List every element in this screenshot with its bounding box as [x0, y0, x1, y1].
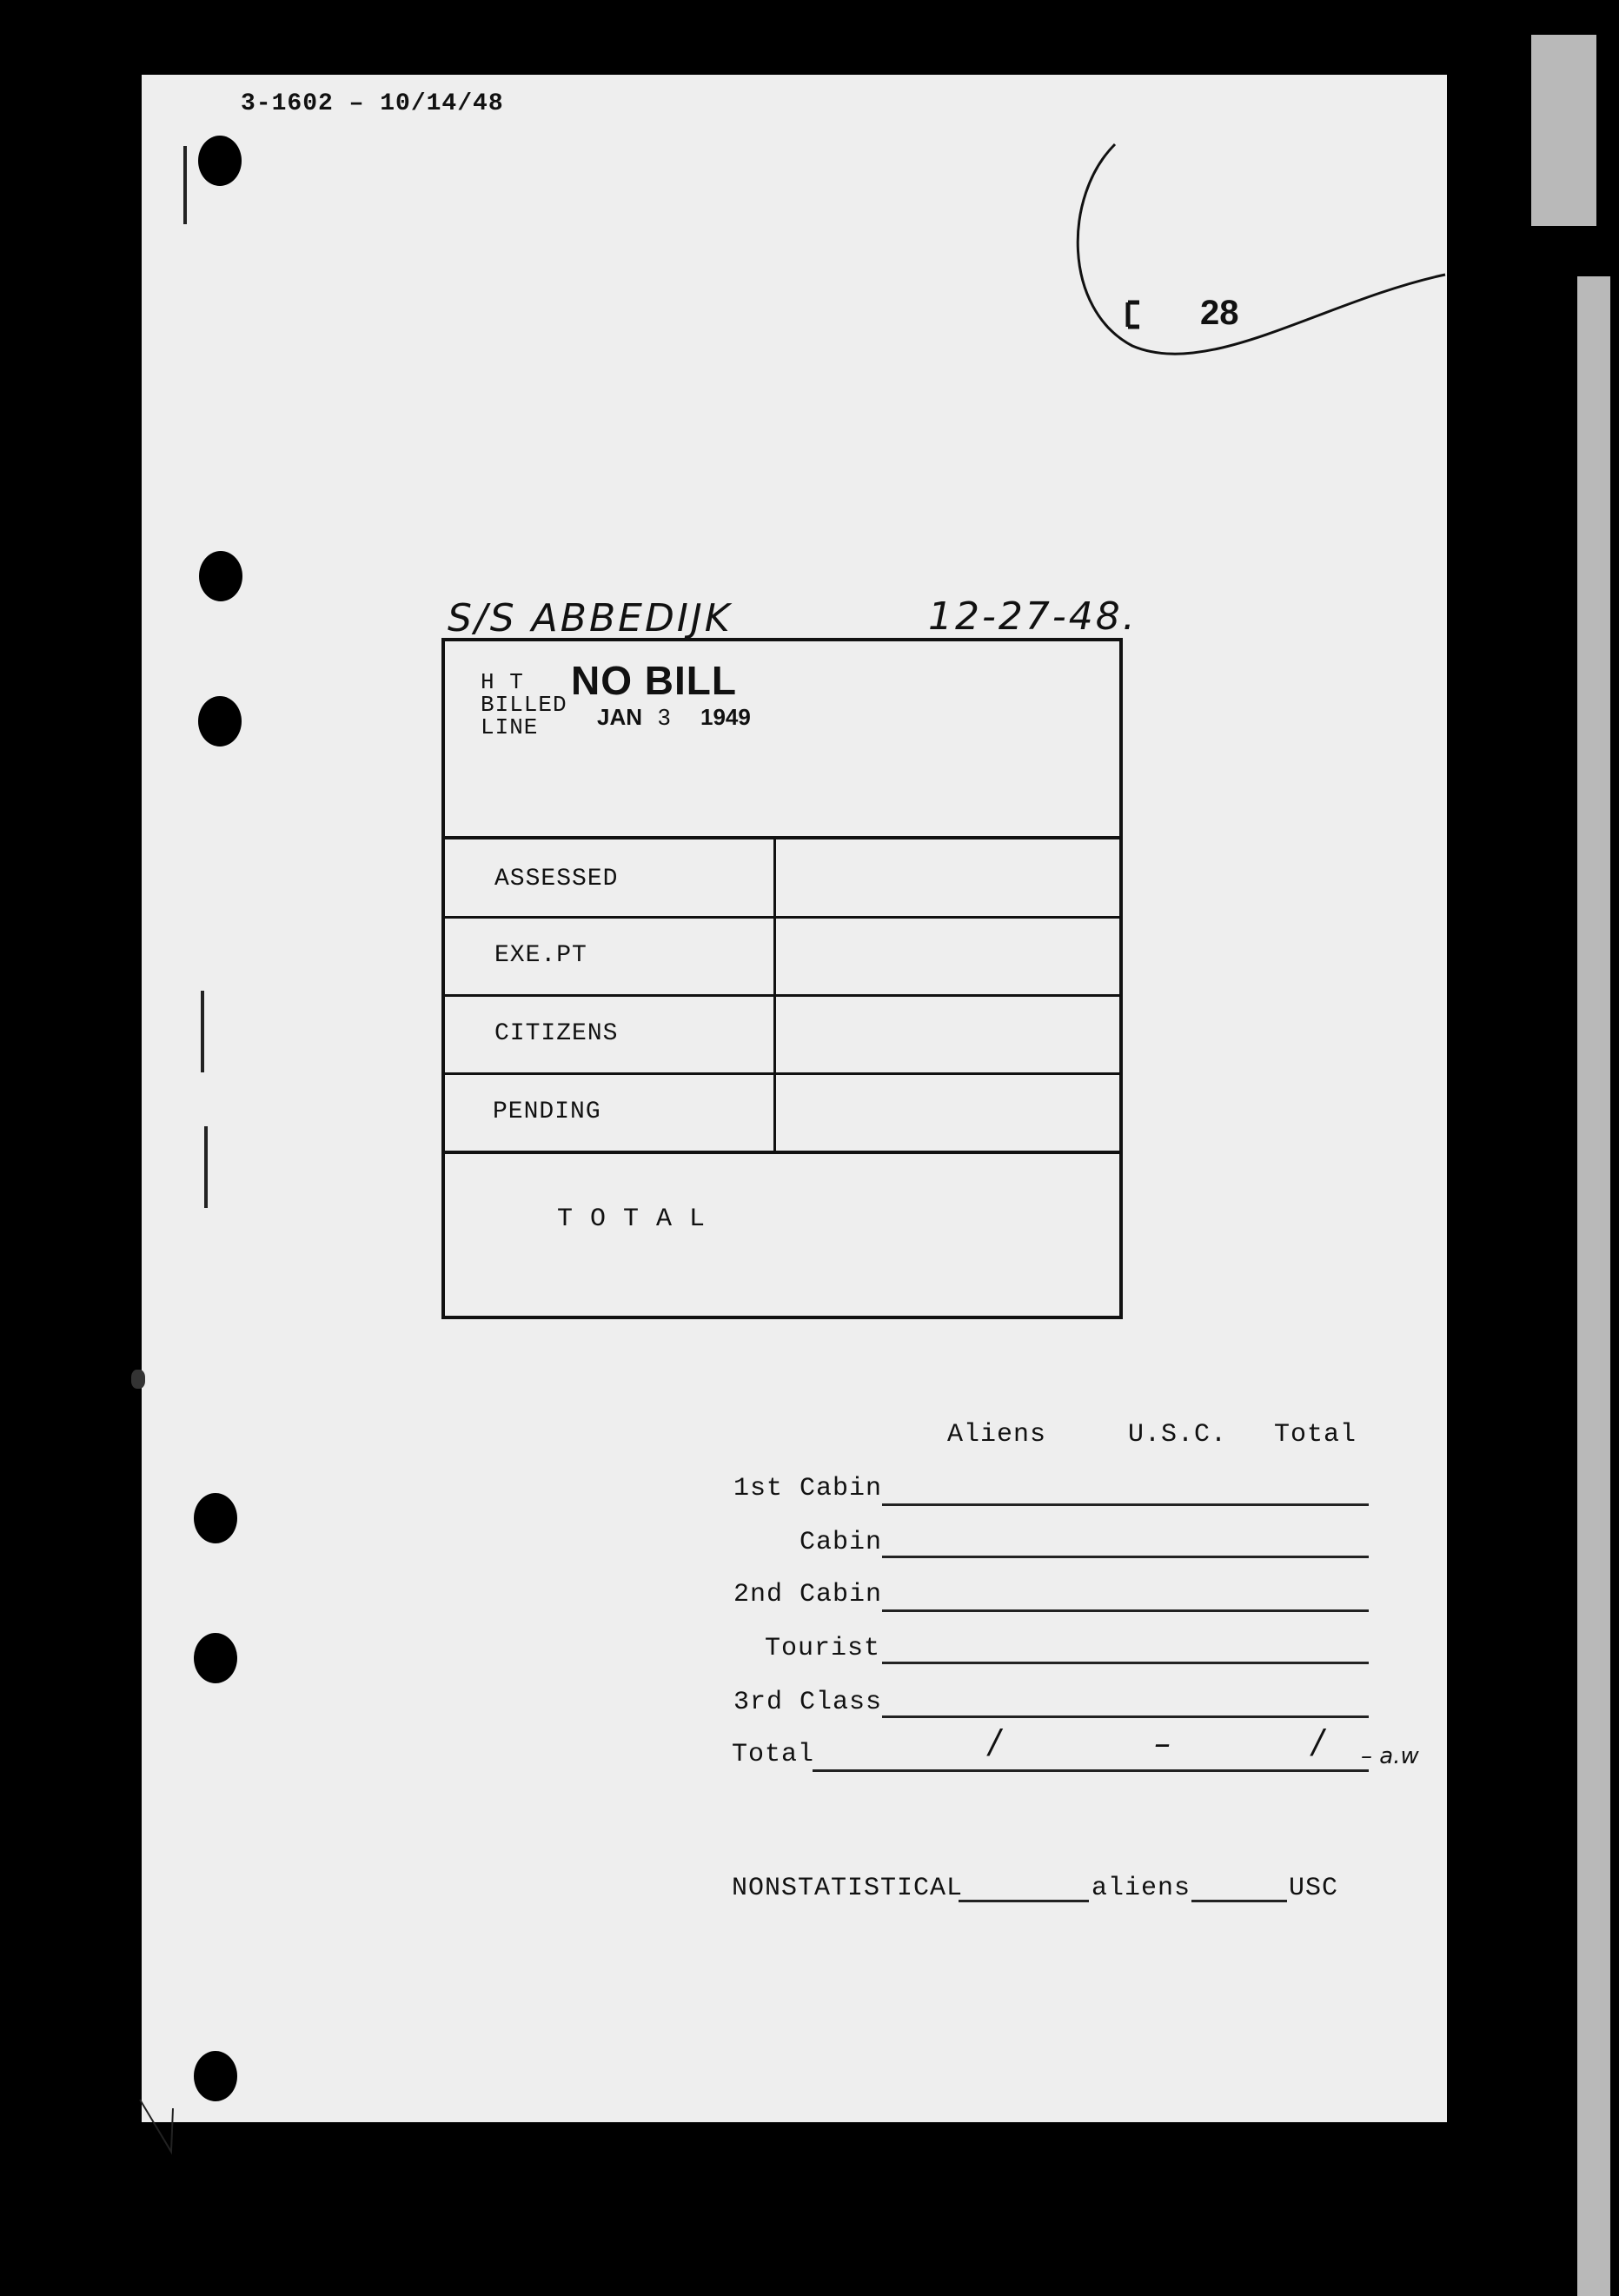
box-divider	[443, 916, 1121, 919]
total-mark-usc: –	[1154, 1724, 1173, 1762]
punch-hole	[194, 1493, 237, 1543]
stamp-day: 3	[658, 704, 671, 730]
box-divider	[443, 1072, 1121, 1075]
form-number: 3-1602 – 10/14/48	[241, 90, 504, 117]
line-label-ht: H T	[481, 669, 524, 695]
scan-edge-strip-top	[1531, 35, 1596, 226]
total-mark-aliens: /	[989, 1722, 1003, 1761]
nonstat-label: NONSTATISTICAL	[732, 1874, 964, 1903]
nonstat-aliens-label: aliens	[1091, 1874, 1191, 1903]
margin-note: – a.w	[1361, 1743, 1419, 1769]
col-header-aliens: Aliens	[947, 1420, 1047, 1450]
margin-mark	[131, 1370, 145, 1389]
box-divider	[443, 994, 1121, 997]
page-number: 28	[1200, 294, 1239, 332]
box-divider	[443, 1151, 1121, 1154]
box-column-divider	[773, 838, 776, 1152]
col-header-usc: U.S.C.	[1128, 1420, 1228, 1450]
class-row-label: Cabin	[800, 1528, 883, 1557]
total-label: T O T A L	[557, 1204, 707, 1234]
document-page	[142, 75, 1447, 2122]
margin-mark	[201, 991, 204, 1072]
voyage-date: 12-27-48.	[928, 594, 1138, 639]
line-label-line: LINE	[481, 714, 539, 740]
row-citizens: CITIZENS	[494, 1020, 619, 1047]
row-assessed: ASSESSED	[494, 866, 619, 893]
class-row-label: 2nd Cabin	[733, 1580, 883, 1609]
class-row-line	[882, 1556, 1369, 1558]
nonstat-aliens-line	[959, 1900, 1089, 1902]
row-exempt: EXE.PT	[494, 942, 587, 969]
punch-hole	[194, 1633, 237, 1683]
class-row-line	[882, 1715, 1369, 1718]
scan-edge-strip-bottom	[1577, 276, 1610, 2296]
class-row-line	[882, 1503, 1369, 1506]
ship-name: S/S ABBEDIJK	[448, 596, 733, 640]
punch-hole	[199, 551, 242, 601]
total-mark-total: /	[1312, 1722, 1326, 1761]
punch-hole	[198, 696, 242, 747]
stamp-year: 1949	[700, 704, 751, 730]
class-row-line	[882, 1609, 1369, 1612]
class-row-label: Tourist	[765, 1634, 881, 1663]
class-row-label: 1st Cabin	[733, 1474, 883, 1503]
nonstat-usc-label: USC	[1289, 1874, 1339, 1903]
class-row-line	[813, 1769, 1369, 1772]
nonstat-usc-line	[1191, 1900, 1287, 1902]
stamp-box	[441, 638, 1123, 1319]
class-row-line	[882, 1662, 1369, 1664]
handwritten-curve	[142, 75, 1447, 422]
punch-hole	[194, 2051, 237, 2101]
class-row-label: Total	[732, 1740, 815, 1769]
folded-corner	[138, 2091, 190, 2160]
no-bill-stamp: NO BILL	[571, 658, 737, 703]
class-row-label: 3rd Class	[733, 1688, 883, 1717]
box-divider	[443, 836, 1121, 839]
row-pending: PENDING	[493, 1098, 601, 1125]
margin-mark	[204, 1126, 208, 1208]
line-label-billed: BILLED	[481, 692, 567, 718]
col-header-total: Total	[1274, 1420, 1357, 1450]
stamp-month: JAN	[597, 704, 643, 730]
